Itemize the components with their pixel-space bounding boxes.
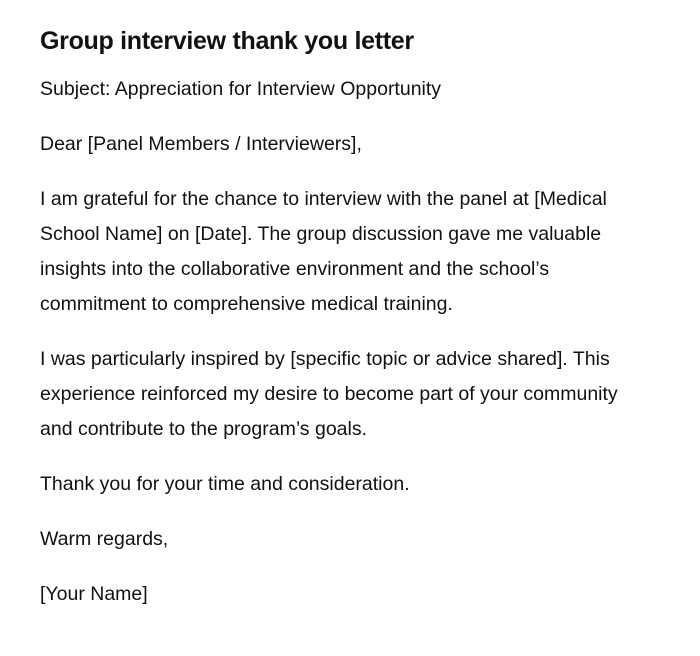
greeting: Dear [Panel Members / Interviewers], [40, 133, 362, 155]
letter-title: Group interview thank you letter [40, 27, 414, 55]
closing: Warm regards, [40, 528, 169, 550]
body-paragraph-2: I was particularly inspired by [specific topic or advice shared]. This experience reinforced my desire to become part of your community and contribute to the program’s goals. [40, 348, 618, 440]
subject-line: Subject: Appreciation for Interview Opportunity [40, 78, 442, 100]
signature: [Your Name] [40, 583, 148, 605]
body-paragraph-1: I am grateful for the chance to interview with the panel at [Medical School Name] on [Date]. The group discussion gave me valuable insights into the collaborative environment and the school’s commitment to comprehensive medical training. [40, 188, 607, 315]
letter-document [40, 24, 640, 632]
body-paragraph-3: Thank you for your time and consideration. [40, 473, 410, 495]
